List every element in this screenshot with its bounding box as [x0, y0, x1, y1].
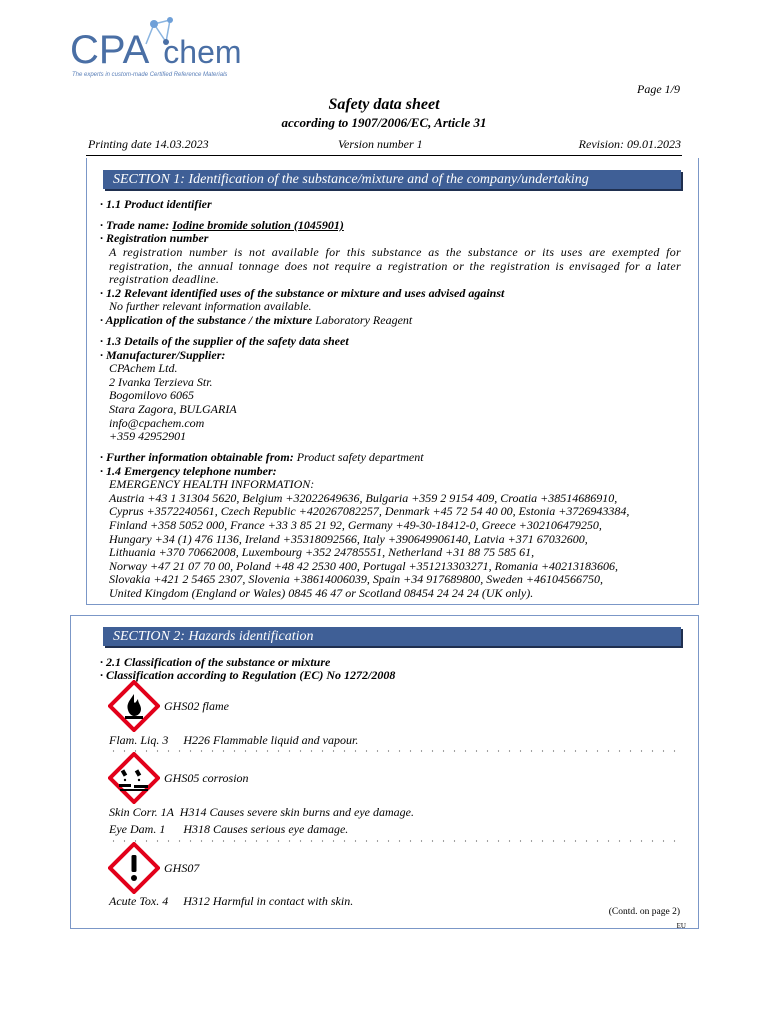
further-info-value: Product safety department: [293, 450, 424, 464]
dotted-divider: [108, 750, 682, 752]
phone-number: +359 42952901: [109, 429, 187, 443]
page-number: Page 1/9: [637, 82, 680, 96]
emergency-line: Norway +47 21 07 70 00, Poland +48 42 2530 400, Portugal +351213303271, Romania +40213183606,: [109, 559, 619, 573]
section1-heading: SECTION 1: Identification of the substance/mixture and of the company/undertaking: [103, 170, 681, 189]
pictogram-label: GHS02 flame: [164, 699, 229, 713]
emergency-line: EMERGENCY HEALTH INFORMATION:: [109, 477, 315, 491]
trade-name-value: Iodine bromide solution (1045901): [172, 218, 344, 232]
address-line: CPAchem Ltd.: [109, 361, 178, 375]
further-info-row: [100, 451, 684, 465]
region-label: EU: [676, 922, 686, 930]
email-link[interactable]: info@cpachem.com: [109, 416, 205, 430]
emergency-line: United Kingdom (England or Wales) 0845 46 47 or Scotland 08454 24 24 24 (UK only).: [109, 586, 534, 600]
emergency-label: · 1.4 Emergency telephone number:: [100, 464, 277, 478]
registration-text: A registration number is not available for this substance as the substance or its uses are exempted for registration, the annual tonnage does not require a registration or the registration is envisaged for a later registration deadline.: [109, 245, 681, 287]
revision-date: Revision: 09.01.2023: [578, 137, 681, 151]
regulation-label: · Classification according to Regulation (EC) No 1272/2008: [100, 668, 396, 682]
printing-date: Printing date 14.03.2023: [88, 137, 209, 151]
hazard-skin: Skin Corr. 1A H314 Causes severe skin burns and eye damage.: [109, 805, 414, 819]
logo-tagline: The experts in custom-made Certified Reference Materials: [72, 72, 228, 78]
hazard-eye: Eye Dam. 1 H318 Causes serious eye damage.: [109, 822, 349, 836]
company-logo: [70, 14, 250, 84]
exclamation-icon: [108, 842, 160, 894]
header-rule: [86, 155, 682, 156]
address-line: Stara Zagora, BULGARIA: [109, 402, 237, 416]
emergency-line: Lithuania +370 70662008, Luxembourg +352 24785551, Netherland +31 88 75 585 61,: [109, 545, 535, 559]
header-meta-row: [88, 137, 681, 153]
corrosion-icon: [108, 752, 160, 804]
emergency-line: Finland +358 5052 000, France +33 3 85 21 92, Germany +49-30-18412-0, Greece +302106479250,: [109, 518, 602, 532]
address-line: Bogomilovo 6065: [109, 388, 194, 402]
classification-label: · 2.1 Classification of the substance or mixture: [100, 655, 331, 669]
address-line: 2 Ivanka Terzieva Str.: [109, 375, 213, 389]
version-number: Version number 1: [338, 137, 423, 151]
uses-label: · 1.2 Relevant identified uses of the substance or mixture and uses advised against: [100, 286, 505, 300]
uses-text: No further relevant information available.: [109, 299, 312, 313]
pictogram-label: GHS05 corrosion: [164, 771, 249, 785]
document-title: Safety data sheet: [328, 96, 440, 113]
manufacturer-label: · Manufacturer/Supplier:: [100, 348, 226, 362]
application-label: · Application of the substance / the mixture: [100, 313, 313, 327]
section2-heading: SECTION 2: Hazards identification: [103, 627, 681, 646]
hazard-acute: Acute Tox. 4 H312 Harmful in contact with skin.: [109, 894, 354, 908]
emergency-line: Cyprus +3572240561, Czech Republic +420267082257, Denmark +45 72 54 40 00, Estonia +3726943384,: [109, 504, 630, 518]
continued-note: (Contd. on page 2): [608, 907, 680, 917]
product-identifier-label: · 1.1 Product identifier: [100, 197, 212, 211]
registration-label: · Registration number: [100, 231, 209, 245]
flame-icon: [108, 680, 160, 732]
emergency-line: Austria +43 1 31304 5620, Belgium +32022649636, Bulgaria +359 2 9154 409, Croatia +38514686910,: [109, 491, 618, 505]
trade-name-label: · Trade name:: [100, 218, 173, 232]
dotted-divider: [108, 840, 682, 842]
emergency-line: Hungary +34 (1) 476 1136, Ireland +35318092566, Italy +390649906140, Latvia +371 67032600,: [109, 532, 588, 546]
emergency-line: Slovakia +421 2 5465 2307, Slovenia +38614006039, Spain +34 917689800, Sweden +46104566750,: [109, 572, 604, 586]
supplier-label: · 1.3 Details of the supplier of the safety data sheet: [100, 334, 349, 348]
further-info-label: · Further information obtainable from:: [100, 450, 294, 464]
logo-wordmark: [70, 28, 242, 73]
document-subtitle: according to 1907/2006/EC, Article 31: [281, 115, 487, 130]
hazard-flam: Flam. Liq. 3 H226 Flammable liquid and vapour.: [109, 733, 359, 747]
logo-brand-a: CPA: [70, 28, 150, 72]
pictogram-label: GHS07: [164, 861, 200, 875]
logo-brand-b: chem: [163, 34, 242, 70]
application-row: [100, 314, 684, 328]
application-value: Laboratory Reagent: [312, 313, 413, 327]
